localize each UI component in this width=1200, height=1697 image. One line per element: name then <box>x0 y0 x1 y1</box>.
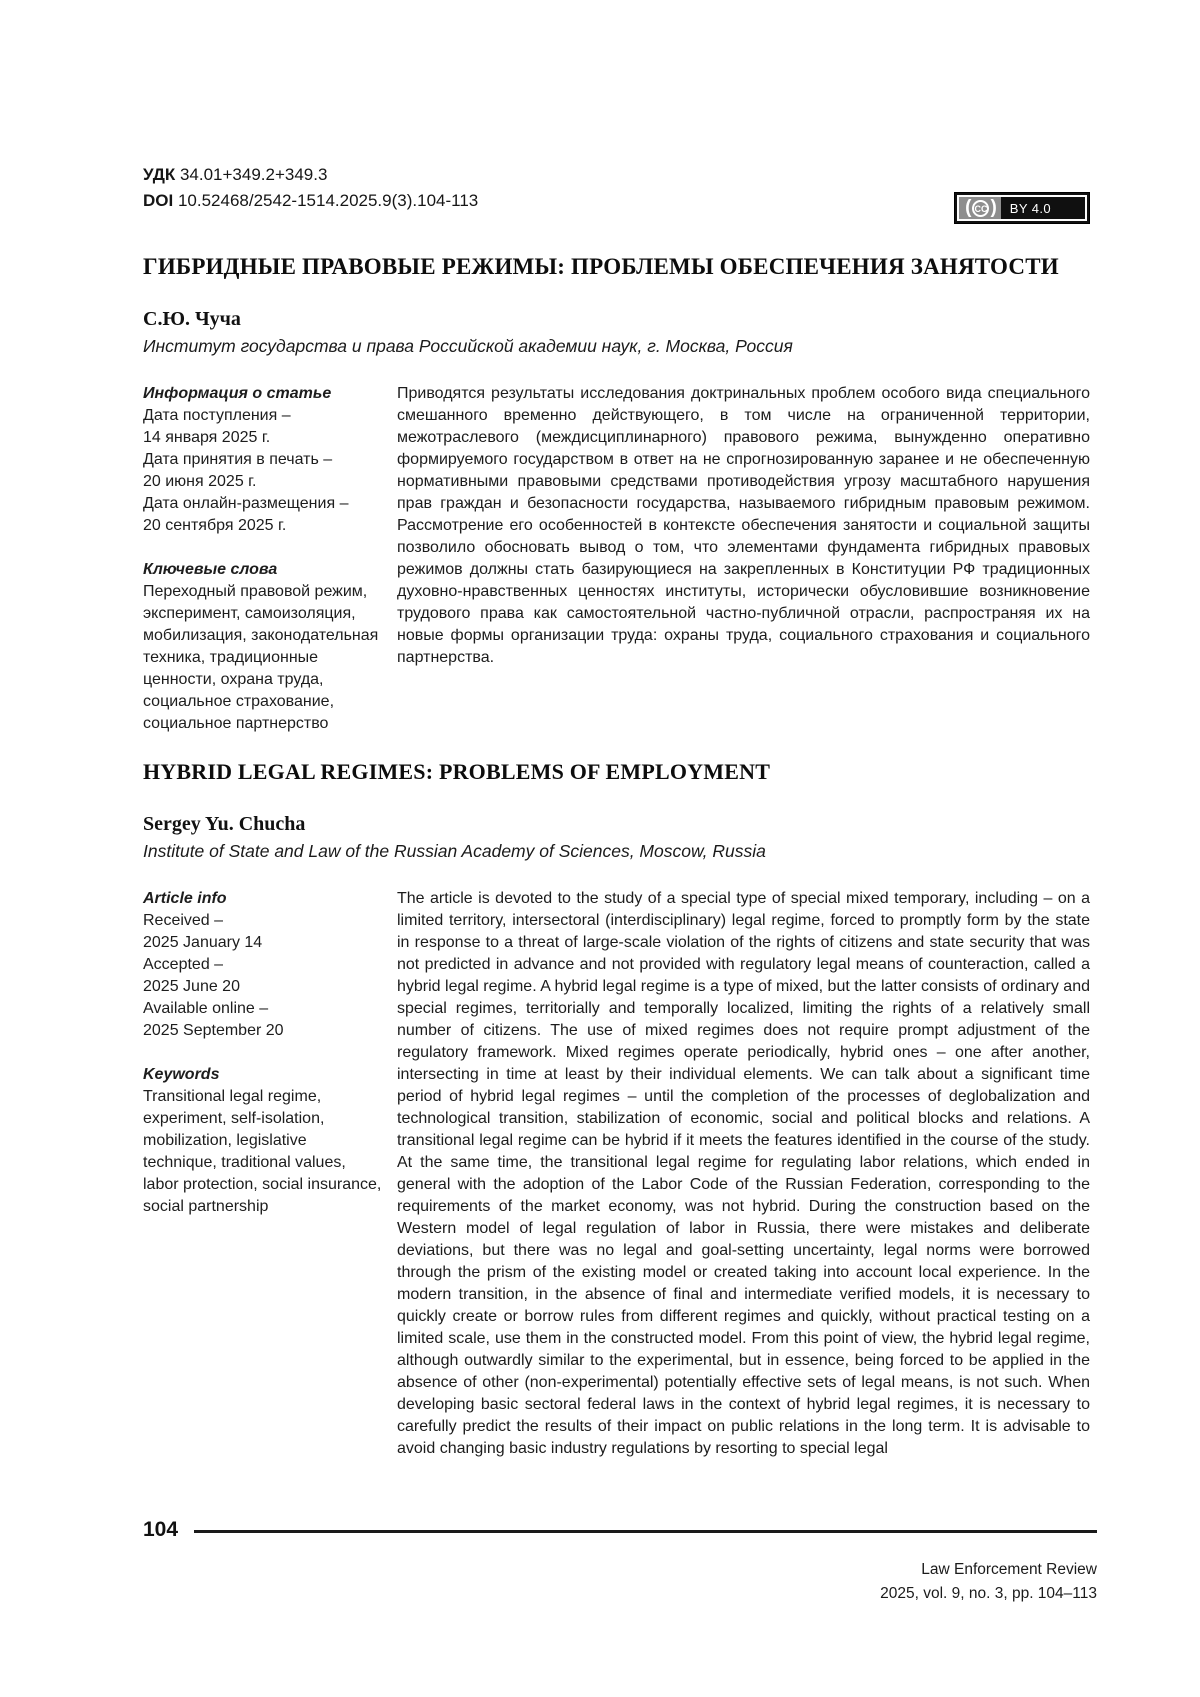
footer-rule-row <box>143 1518 1097 1542</box>
article-title-english: HYBRID LEGAL REGIMES: PROBLEMS OF EMPLOYMENT <box>143 759 771 784</box>
page-number: 104 <box>143 1518 179 1541</box>
cc-icon: ( CC ) <box>959 197 1001 219</box>
doi-value: 10.52468/2542-1514.2025.9(3).104-113 <box>177 191 479 210</box>
article-title-russian: ГИБРИДНЫЕ ПРАВОВЫЕ РЕЖИМЫ: ПРОБЛЕМЫ ОБЕСПЕЧЕНИЯ ЗАНЯТОСТИ <box>143 254 1059 279</box>
author-affiliation-russian: Институт государства и права Российской академии наук, г. Москва, Россия <box>143 336 793 356</box>
english-keywords-text: Transitional legal regime, experiment, self-isolation, mobilization, legislative technique, traditional values, labor protection, social insurance, social partnership <box>143 1088 382 1215</box>
russian-info-line: 14 января 2025 г. <box>143 429 271 446</box>
english-info-line: Accepted – <box>143 956 224 973</box>
author-name-english: Sergey Yu. Chucha <box>143 813 306 835</box>
english-info-line: 2025 June 20 <box>143 978 240 995</box>
russian-info-abstract-section <box>143 383 1090 735</box>
udk-label: УДК <box>143 165 176 184</box>
journal-volume-info: 2025, vol. 9, no. 3, pp. 104–113 <box>880 1585 1097 1602</box>
russian-article-info-column <box>143 383 383 735</box>
udk-value: 34.01+349.2+349.3 <box>179 165 328 184</box>
english-article-info-column <box>143 888 383 1460</box>
russian-keywords-heading: Ключевые слова <box>143 561 278 578</box>
english-info-line: 2025 January 14 <box>143 934 263 951</box>
cc-circle-glyph: CC <box>972 200 989 217</box>
english-info-line: 2025 September 20 <box>143 1022 284 1039</box>
cc-by-license-badge <box>954 192 1090 224</box>
english-abstract-text: The article is devoted to the study of a special type of special mixed temporary, including – on a limited territory, intersectoral (interdisciplinary) legal regime, forced to promptly form by the state in response to a threat of large-scale violation of the rights of citizens and state security that was not predicted in advance and not provided with regulatory legal means of counteraction, called a hybrid legal regime. A hybrid legal regime is a type of mixed, but the latter consists of ordinary and special regimes, territorially and temporally localized, limiting the rights of a relatively small number of citizens. The use of mixed regimes does not require prompt adjustment of the regulatory framework. Mixed regimes operate periodically, hybrid ones – one after another, intersecting in time at least by their individual elements. We can talk about a significant time period of hybrid legal regimes – until the completion of the processes of deglobalization and technological transition, stabilization of economic, social and political blocks and relations. A transitional legal regime can be hybrid if it meets the features identified in the course of the study. At the same time, the transitional legal regime for regulating labor relations, which ended in general with the adoption of the Labor Code of the Russian Federation, corresponding to the requirements of the market economy, was not hybrid. During the construction based on the Western model of legal regulation of labor in Russia, there were mistakes and deliberate deviations, but there was no legal and goal-setting uncertainty, legal norms were borrowed through the prism of the existing model or created taking into account local experience. In the modern transition, in the absence of final and intermediate verified models, it is necessary to quickly create or borrow rules from different regimes and quickly, without practical testing on a limited scale, use them in the constructed model. From this point of view, the hybrid legal regime, although outwardly similar to the experimental, but in essence, being forced to be applied in the absence of other (non-experimental) potentially effective sets of legal means, is not such. When developing basic sectoral federal laws in the context of hybrid legal regimes, it is necessary to carefully predict the results of their impact on public relations in the long term. It is advisable to avoid changing basic industry regulations by resorting to special legal <box>397 890 1090 1457</box>
author-name-russian: С.Ю. Чуча <box>143 308 241 330</box>
russian-abstract-text: Приводятся результаты исследования доктринальных проблем особого вида специального смешанного временно действующего, в том числе на ограниченной территории, межотраслевого (междисциплинарного) правового режима, вынужденно оперативно формируемого государством в ответ на не спрогнозированную заранее и не обеспеченную нормативными правовыми средствами противодействия угрозу масштабного нарушения прав граждан и безопасности государства, называемого гибридным правовым режимом. Рассмотрение его особенностей в контексте обеспечения занятости и социальной защиты позволило обосновать вывод о том, что элементами фундамента гибридных правовых режимов должны стать базирующиеся на закрепленных в Конституции РФ традиционных духовно-нравственных ценностях институты, исторически обусловившие возникновение трудового права как самостоятельной частно-публичной отрасли, распространяя их на новые формы организации труда: охраны труда, социального страхования и социального партнерства. <box>397 385 1090 666</box>
russian-info-line: 20 июня 2025 г. <box>143 473 257 490</box>
english-info-abstract-section <box>143 888 1090 1460</box>
english-info-line: Available online – <box>143 1000 269 1017</box>
page-header <box>143 162 1090 224</box>
journal-citation <box>143 1558 1097 1606</box>
russian-info-line: Дата поступления – <box>143 407 291 424</box>
english-keywords-heading: Keywords <box>143 1066 220 1083</box>
udk-line <box>143 162 478 188</box>
author-affiliation-english: Institute of State and Law of the Russian Academy of Sciences, Moscow, Russia <box>143 841 766 861</box>
english-info-line: Received – <box>143 912 224 929</box>
russian-info-line: Дата онлайн-размещения – <box>143 495 349 512</box>
cc-by-license-badge-inner <box>957 195 1087 221</box>
page-footer <box>143 1518 1097 1606</box>
russian-keywords-text: Переходный правовой режим, эксперимент, самоизоляция, мобилизация, законодательная техника, традиционные ценности, охрана труда, социальное страхование, социальное партнерство <box>143 583 379 732</box>
russian-info-heading: Информация о статье <box>143 385 332 402</box>
doi-line <box>143 188 478 214</box>
journal-name: Law Enforcement Review <box>921 1561 1097 1578</box>
udk-doi-block <box>143 162 478 214</box>
license-type-label: BY 4.0 <box>1009 200 1051 216</box>
doi-label: DOI <box>143 191 174 210</box>
footer-divider-line <box>194 1530 1097 1533</box>
russian-info-line: Дата принятия в печать – <box>143 451 333 468</box>
russian-info-line: 20 сентября 2025 г. <box>143 517 287 534</box>
english-info-heading: Article info <box>143 890 227 907</box>
